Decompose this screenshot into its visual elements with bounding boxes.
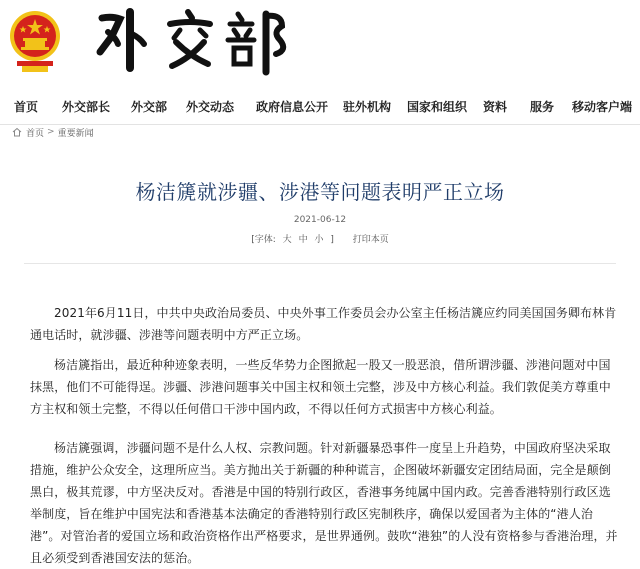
font-size-label: [字体:: [251, 235, 276, 245]
breadcrumb-separator: >: [47, 127, 55, 137]
content-divider: [24, 263, 616, 264]
nav-item-minister[interactable]: 外交部长: [62, 100, 111, 114]
nav-item-mobile[interactable]: 移动客户端: [572, 100, 633, 114]
national-emblem-icon[interactable]: [8, 6, 62, 78]
font-size-medium-button[interactable]: 中: [298, 235, 308, 245]
article-date: 2021-06-12: [293, 215, 347, 225]
article-paragraph: 杨洁篪强调，涉疆问题不是什么人权、宗教问题。针对新疆暴恐事件一度呈上升趋势，中国政府坚决采取措施，维护公众安全，这理所应当。美方抛出关于新疆的种种谎言，企图破坏新疆安定团结局面，完全是颠倒黑白，极其荒谬，中方坚决反对。香港是中国的特别行政区，香港事务纯属中国内政。完善香港特别行政区选举制度，旨在维护中国宪法和香港基本法确定的香港特别行政区宪制秩序，确保以爱国者为主体的“港人治港”。对管治者的爱国立场和政治资格作出严格要求，是世界通例。鼓吹“港独”的人没有资格参与香港治理，并且必须受到香港国安法的惩治。: [30, 441, 618, 565]
print-page-link[interactable]: 打印本页: [352, 235, 389, 245]
article-paragraph: 杨洁篪指出，最近种种迹象表明，一些反华势力企图掀起一股又一股恶浪，借所谓涉疆、涉港问题对中国抹黑，他们不可能得逞。涉疆、涉港问题事关中国主权和领土完整，涉及中方核心利益。我们敦促美方尊重中方主权和领土完整，不得以任何借口干涉中国内政，不得以任何方式损害中方核心利益。: [30, 358, 611, 416]
breadcrumb-current[interactable]: 重要新闻: [57, 128, 94, 139]
mfa-logo[interactable]: [92, 4, 312, 76]
article-paragraph: 2021年6月11日，中共中央政治局委员、中央外事工作委员会办公室主任杨洁篪应约同美国国务卿布林肯通电话时，就涉疆、涉港等问题表明中方严正立场。: [30, 306, 617, 342]
font-size-controls: [0, 232, 640, 245]
font-size-small-button[interactable]: 小: [314, 235, 324, 245]
nav-item-countries[interactable]: 国家和组织: [407, 100, 468, 114]
breadcrumb: [12, 126, 94, 138]
nav-item-resources[interactable]: 资料: [483, 100, 508, 114]
font-size-close-bracket: ]: [330, 235, 334, 245]
nav-item-ministry[interactable]: 外交部: [131, 100, 168, 114]
calligraphy-logo-icon: [92, 4, 312, 76]
article-title: 杨洁篪就涉疆、涉港等问题表明严正立场: [135, 180, 505, 204]
nav-item-services[interactable]: 服务: [530, 100, 555, 114]
nav-item-diplomatic-news[interactable]: 外交动态: [186, 100, 235, 114]
nav-item-gov-info[interactable]: 政府信息公开: [256, 100, 329, 114]
site-header: [0, 0, 640, 86]
breadcrumb-home[interactable]: 首页: [26, 128, 45, 139]
nav-item-missions[interactable]: 驻外机构: [343, 100, 392, 114]
home-icon: [12, 127, 22, 137]
main-nav: [0, 90, 640, 125]
font-size-large-button[interactable]: 大: [282, 235, 292, 245]
nav-item-home[interactable]: 首页: [14, 100, 39, 114]
